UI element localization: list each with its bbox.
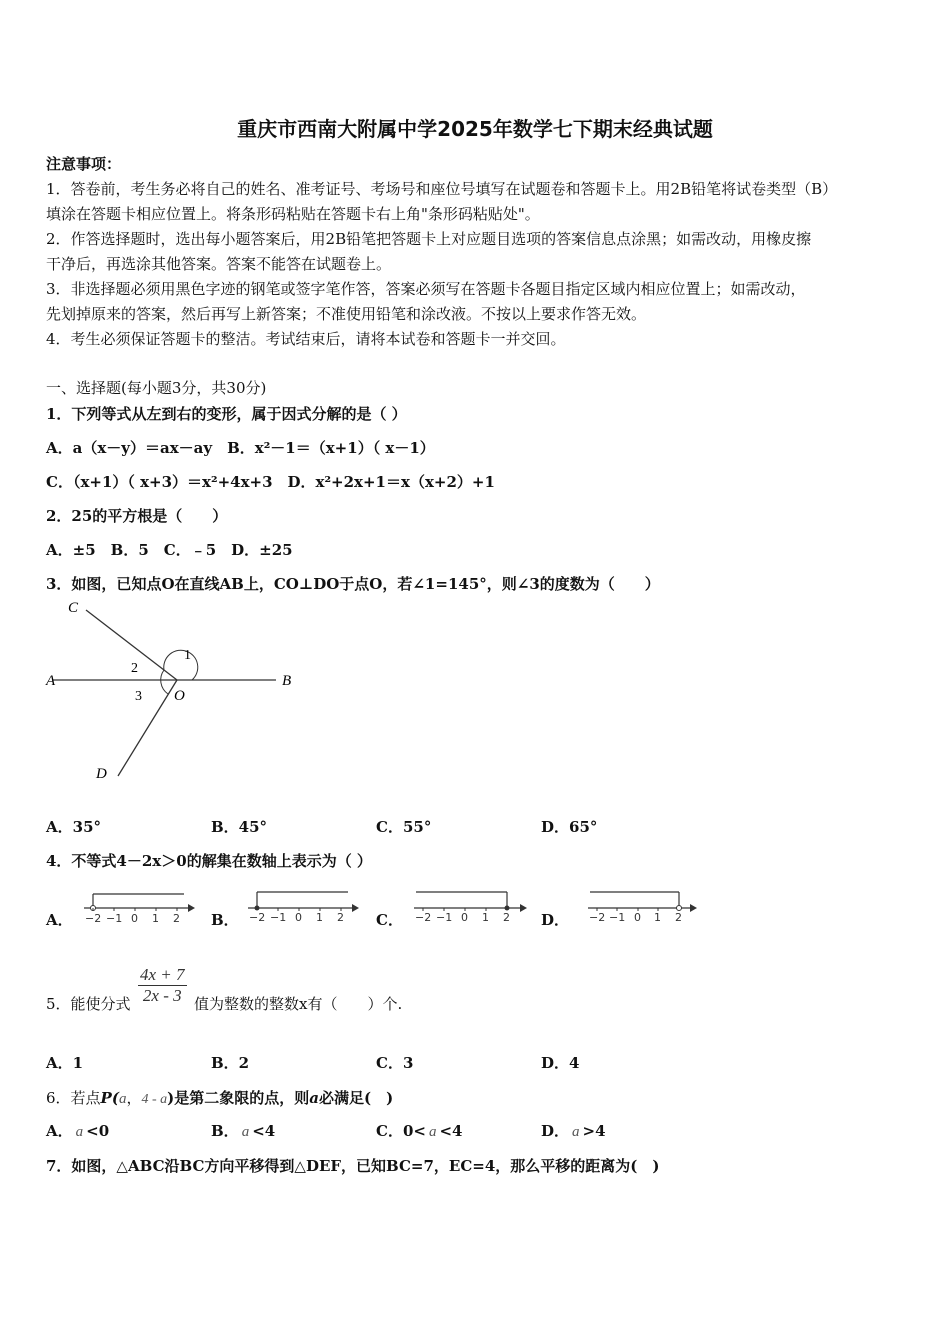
notice-line: 2．作答选择题时，选出每小题答案后，用2B铅笔把答题卡上对应题目选项的答案信息点涂黑；如需改动，用橡皮擦 (46, 230, 812, 248)
q1-stem: 1．下列等式从左到右的变形，属于因式分解的是（ ） (46, 405, 407, 423)
notice-line: 干净后，再选涂其他答案。答案不能答在试题卷上。 (46, 255, 392, 273)
q6-var-a: a (118, 1091, 127, 1107)
q6-post2: 必满足( ) (318, 1089, 394, 1107)
tick-label: 1 (482, 911, 489, 924)
tick-label: 0 (634, 911, 641, 924)
q3-option-d: D．65° (541, 818, 598, 836)
q4-option-a: A． (46, 911, 73, 929)
angle-2-3-arc (161, 670, 168, 694)
tick-label: 1 (152, 912, 159, 925)
q3-option-b: B．45° (211, 818, 268, 836)
tick-label: −2 (589, 911, 606, 924)
angle-1-arc (164, 650, 198, 680)
page-title: 重庆市西南大附属中学2025年数学七下期末经典试题 (237, 117, 713, 141)
notice-line: 4．考生必须保证答题卡的整洁。考试结束后，请将本试卷和答题卡一并交回。 (46, 330, 566, 348)
label-b: B (282, 673, 292, 689)
q4-option-b: B． (211, 911, 239, 929)
label-1: 1 (184, 648, 191, 663)
tick-label: 0 (131, 912, 138, 925)
tick-label: 1 (316, 911, 323, 924)
q3-option-c: C．55° (376, 818, 432, 836)
q5-option-d: D．4 (541, 1054, 580, 1072)
q6-post: )是第二象限的点，则 (167, 1089, 310, 1107)
notice-line: 填涂在答题卡相应位置上。将条形码粘贴在答题卡右上角"条形码粘贴处"。 (46, 205, 540, 223)
section-heading: 一、选择题(每小题3分，共30分) (46, 379, 267, 397)
tick-label: 2 (503, 911, 510, 924)
tick-label: −1 (106, 912, 123, 925)
q6-var-a2: a (309, 1089, 319, 1107)
q2-options: A．±5 B．5 C．﹣5 D．±25 (46, 541, 293, 559)
tick-label: 2 (337, 911, 344, 924)
q1-options-ab: A．a（x－y）＝ax－ay B．x²－1＝（x+1）（ x－1） (46, 439, 435, 457)
q7-stem: 7．如图，△ABC沿BC方向平移得到△DEF，已知BC=7，EC=4，那么平移的距离为( ) (46, 1157, 660, 1175)
label-c: C (68, 600, 79, 616)
q6-stem (46, 1087, 393, 1108)
tick-label: 2 (173, 912, 180, 925)
label-3: 3 (135, 689, 142, 704)
q5-option-b: B．2 (211, 1054, 250, 1072)
q6-option-c: C．0< a <4 (376, 1122, 463, 1140)
label-o: O (174, 688, 185, 704)
ray-od (118, 680, 177, 776)
q4-option-c: C． (376, 911, 403, 929)
notice-line: 1．答卷前，考生务必将自己的姓名、准考证号、考场号和座位号填写在试题卷和答题卡上。用2B铅笔将试卷类型（B） (46, 180, 838, 198)
number-line-c (410, 882, 528, 922)
q5-stem-pre: 5．能使分式 (46, 995, 131, 1013)
number-line-b (244, 882, 359, 922)
label-2: 2 (131, 661, 138, 676)
q1-options-cd: C．（x+1）（ x+3）＝x²+4x+3 D．x²+2x+1＝x（x+2）+1 (46, 473, 495, 491)
q6-option-b: B． a <4 (211, 1122, 276, 1140)
number-line-d (584, 882, 699, 922)
tick-label: 0 (461, 911, 468, 924)
q5-stem-post: 值为整数的整数x有（ ）个. (194, 995, 403, 1013)
q2-stem: 2．25的平方根是（ ） (46, 507, 228, 525)
label-a: A (46, 673, 56, 689)
q6-pre: 6．若点 (46, 1089, 101, 1107)
q6-comma: ， (126, 1089, 142, 1107)
q6-option-d: D． a >4 (541, 1122, 606, 1140)
q4-option-d: D． (541, 911, 570, 929)
tick-label: −2 (415, 911, 432, 924)
q5-option-a: A．1 (46, 1054, 84, 1072)
q3-option-a: A．35° (46, 818, 102, 836)
notice-heading: 注意事项： (46, 155, 122, 173)
tick-label: −1 (436, 911, 453, 924)
q6-point-p: P( (100, 1089, 119, 1107)
notice-line: 先划掉原来的答案，然后再写上新答案；不准使用铅笔和涂改液。不按以上要求作答无效。 (46, 305, 647, 323)
q4-stem: 4．不等式4－2x＞0的解集在数轴上表示为（ ） (46, 852, 372, 870)
tick-label: −1 (609, 911, 626, 924)
notice-line: 3．非选择题必须用黑色字迹的钢笔或签字笔作答，答案必须写在答题卡各题目指定区域内相应位置上；如需改动， (46, 280, 806, 298)
q5-option-c: C．3 (376, 1054, 414, 1072)
fraction-denominator: 2x - 3 (138, 985, 187, 1006)
q3-figure (40, 596, 310, 786)
label-d: D (96, 766, 107, 782)
tick-label: −1 (270, 911, 287, 924)
q5-fraction (138, 965, 187, 1006)
tick-label: 0 (295, 911, 302, 924)
number-line-a (80, 888, 195, 928)
tick-label: −2 (249, 911, 266, 924)
tick-label: 1 (654, 911, 661, 924)
fraction-numerator: 4x + 7 (140, 965, 185, 984)
q3-stem: 3．如图，已知点O在直线AB上，CO⊥DO于点O，若∠1=145°，则∠3的度数为（ ） (46, 575, 660, 593)
tick-label: −2 (85, 912, 102, 925)
q6-expr: 4 - a (141, 1092, 168, 1107)
tick-label: 2 (675, 911, 682, 924)
q6-option-a: A． a <0 (46, 1122, 110, 1140)
